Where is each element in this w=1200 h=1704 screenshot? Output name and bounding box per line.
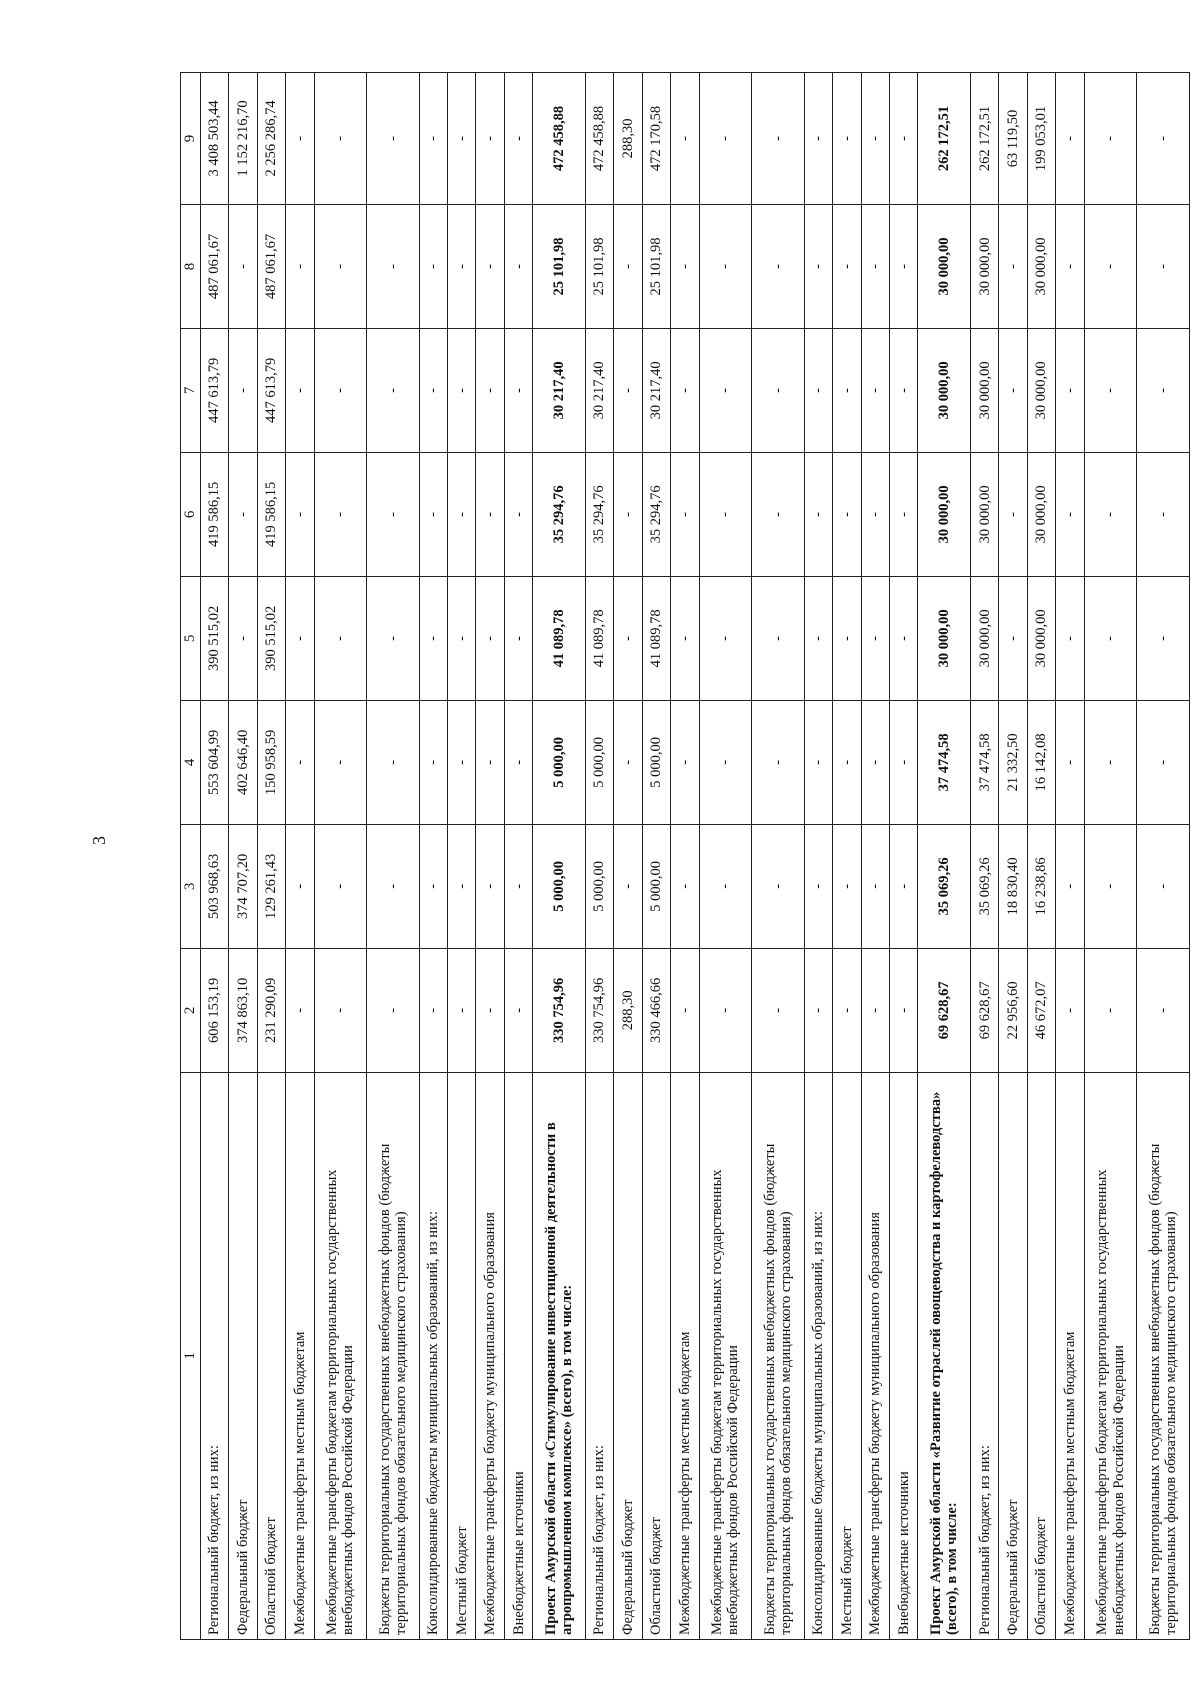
table-row (286, 73, 314, 1640)
table-row (1056, 73, 1084, 1640)
row-label: Местный бюджет (448, 1072, 476, 1639)
value-cell: - (476, 452, 504, 576)
value-cell: - (419, 824, 447, 948)
value-cell: - (999, 204, 1027, 328)
table-row (614, 73, 642, 1640)
value-cell: 1 152 216,70 (229, 73, 257, 205)
value-cell: - (752, 948, 804, 1072)
value-cell: 16 142,08 (1027, 700, 1055, 824)
value-cell: 41 089,78 (585, 576, 613, 700)
value-cell: - (419, 700, 447, 824)
value-cell: - (367, 452, 419, 576)
value-cell: - (699, 204, 751, 328)
row-label: Проект Амурской области «Стимулирование инвестиционной деятельности в агропромышленном комплексе» (всего), в том числе: (533, 1072, 585, 1639)
value-cell: - (999, 328, 1027, 452)
value-cell: - (861, 824, 889, 948)
value-cell: - (476, 328, 504, 452)
value-cell: - (833, 328, 861, 452)
value-cell: 25 101,98 (642, 204, 670, 328)
value-cell: 21 332,50 (999, 700, 1027, 824)
value-cell: - (476, 824, 504, 948)
table-row (200, 73, 228, 1640)
value-cell: - (752, 328, 804, 452)
table-row (1027, 73, 1055, 1640)
value-cell: 37 474,58 (970, 700, 998, 824)
value-cell: 30 000,00 (1027, 576, 1055, 700)
value-cell: - (1137, 328, 1190, 452)
row-label: Консолидированные бюджеты муниципальных образований, из них: (804, 1072, 832, 1639)
value-cell: - (476, 73, 504, 205)
value-cell: - (752, 73, 804, 205)
value-cell: - (833, 204, 861, 328)
page-number: 3 (89, 836, 109, 845)
value-cell: - (367, 73, 419, 205)
value-cell: - (861, 328, 889, 452)
value-cell: - (1056, 576, 1084, 700)
column-header: 5 (181, 576, 201, 700)
value-cell: - (448, 452, 476, 576)
value-cell: 262 172,51 (918, 73, 970, 205)
value-cell: - (1084, 73, 1136, 205)
row-label: Межбюджетные трансферты местным бюджетам (286, 1072, 314, 1639)
table-row (419, 73, 447, 1640)
value-cell: - (314, 452, 366, 576)
value-cell: - (671, 204, 699, 328)
value-cell: - (229, 204, 257, 328)
value-cell: - (1137, 576, 1190, 700)
value-cell: 503 968,63 (200, 824, 228, 948)
value-cell: - (752, 824, 804, 948)
column-header: 6 (181, 452, 201, 576)
value-cell: - (1056, 824, 1084, 948)
row-label: Внебюджетные источники (890, 1072, 918, 1639)
value-cell: - (286, 576, 314, 700)
value-cell: 5 000,00 (642, 824, 670, 948)
value-cell: - (699, 700, 751, 824)
value-cell: - (1084, 576, 1136, 700)
table-row-section (533, 73, 585, 1640)
value-cell: - (671, 452, 699, 576)
value-cell: - (833, 824, 861, 948)
value-cell: 472 458,88 (585, 73, 613, 205)
table-row (314, 73, 366, 1640)
table-row (890, 73, 918, 1640)
value-cell: - (504, 700, 532, 824)
value-cell: 22 956,60 (999, 948, 1027, 1072)
value-cell: - (1137, 452, 1190, 576)
value-cell: - (699, 328, 751, 452)
row-label: Межбюджетные трансферты местным бюджетам (1056, 1072, 1084, 1639)
value-cell: - (286, 328, 314, 452)
value-cell: - (614, 452, 642, 576)
value-cell: - (448, 700, 476, 824)
value-cell: 3 408 503,44 (200, 73, 228, 205)
value-cell: 35 294,76 (533, 452, 585, 576)
value-cell: - (504, 328, 532, 452)
row-label: Бюджеты территориальных государственных внебюджетных фондов (бюджеты территориальных фондов обязательного медицинского страхования) (1137, 1072, 1190, 1639)
value-cell: 374 707,20 (229, 824, 257, 948)
value-cell: 46 672,07 (1027, 948, 1055, 1072)
value-cell: 150 958,59 (257, 700, 285, 824)
value-cell: - (890, 452, 918, 576)
value-cell: - (367, 948, 419, 1072)
value-cell: 374 863,10 (229, 948, 257, 1072)
value-cell: - (804, 328, 832, 452)
value-cell: - (1084, 948, 1136, 1072)
value-cell: - (699, 452, 751, 576)
value-cell: - (314, 328, 366, 452)
value-cell: - (699, 73, 751, 205)
value-cell: - (614, 824, 642, 948)
value-cell: - (861, 204, 889, 328)
value-cell: - (367, 700, 419, 824)
value-cell: - (614, 700, 642, 824)
value-cell: - (804, 700, 832, 824)
value-cell: 69 628,67 (970, 948, 998, 1072)
value-cell: 18 830,40 (999, 824, 1027, 948)
column-header: 9 (181, 73, 201, 205)
table-row (833, 73, 861, 1640)
row-label: Межбюджетные трансферты бюджетам территориальных государственных внебюджетных фондов Российской Федерации (1084, 1072, 1136, 1639)
table-body (200, 73, 1189, 1640)
value-cell: - (999, 576, 1027, 700)
value-cell: 419 586,15 (257, 452, 285, 576)
value-cell: - (804, 452, 832, 576)
row-label: Местный бюджет (833, 1072, 861, 1639)
value-cell: - (286, 204, 314, 328)
row-label: Областной бюджет (257, 1072, 285, 1639)
value-cell: - (367, 576, 419, 700)
value-cell: - (614, 576, 642, 700)
value-cell: - (671, 948, 699, 1072)
value-cell: - (890, 700, 918, 824)
value-cell: - (1137, 73, 1190, 205)
row-label: Внебюджетные источники (504, 1072, 532, 1639)
value-cell: - (367, 204, 419, 328)
value-cell: 390 515,02 (257, 576, 285, 700)
value-cell: - (804, 948, 832, 1072)
value-cell: 129 261,43 (257, 824, 285, 948)
table-row-section (918, 73, 970, 1640)
value-cell: - (1084, 452, 1136, 576)
value-cell: - (1084, 700, 1136, 824)
value-cell: - (804, 73, 832, 205)
value-cell: - (1056, 700, 1084, 824)
value-cell: - (671, 700, 699, 824)
value-cell: - (419, 452, 447, 576)
value-cell: - (229, 328, 257, 452)
value-cell: - (286, 700, 314, 824)
value-cell: 30 000,00 (918, 452, 970, 576)
value-cell: - (1056, 328, 1084, 452)
value-cell: 25 101,98 (585, 204, 613, 328)
table-header-row (181, 73, 201, 1640)
value-cell: 30 217,40 (585, 328, 613, 452)
value-cell: - (890, 824, 918, 948)
value-cell: - (419, 576, 447, 700)
value-cell: 25 101,98 (533, 204, 585, 328)
row-label: Федеральный бюджет (999, 1072, 1027, 1639)
value-cell: - (448, 824, 476, 948)
value-cell: 447 613,79 (257, 328, 285, 452)
table-row (970, 73, 998, 1640)
column-header: 7 (181, 328, 201, 452)
value-cell: 5 000,00 (533, 824, 585, 948)
value-cell: 2 256 286,74 (257, 73, 285, 205)
value-cell: - (504, 948, 532, 1072)
value-cell: 63 119,50 (999, 73, 1027, 205)
value-cell: - (614, 328, 642, 452)
value-cell: - (286, 948, 314, 1072)
value-cell: - (504, 204, 532, 328)
value-cell: 390 515,02 (200, 576, 228, 700)
value-cell: - (699, 948, 751, 1072)
value-cell: - (833, 452, 861, 576)
value-cell: - (833, 948, 861, 1072)
value-cell: - (286, 824, 314, 948)
value-cell: 30 000,00 (970, 576, 998, 700)
value-cell: - (419, 328, 447, 452)
value-cell: - (752, 452, 804, 576)
value-cell: 5 000,00 (642, 700, 670, 824)
value-cell: 69 628,67 (918, 948, 970, 1072)
value-cell: 262 172,51 (970, 73, 998, 205)
table-row (1084, 73, 1136, 1640)
row-label: Межбюджетные трансферты бюджетам территориальных государственных внебюджетных фондов Российской Федерации (314, 1072, 366, 1639)
value-cell: 5 000,00 (585, 824, 613, 948)
table-row (476, 73, 504, 1640)
value-cell: 30 000,00 (918, 576, 970, 700)
value-cell: 30 000,00 (918, 328, 970, 452)
value-cell: - (890, 576, 918, 700)
value-cell: - (1137, 204, 1190, 328)
value-cell: 472 170,58 (642, 73, 670, 205)
value-cell: - (314, 824, 366, 948)
value-cell: 35 069,26 (918, 824, 970, 948)
value-cell: - (804, 204, 832, 328)
row-label: Межбюджетные трансферты бюджету муниципального образования (476, 1072, 504, 1639)
value-cell: - (833, 576, 861, 700)
row-label: Федеральный бюджет (229, 1072, 257, 1639)
value-cell: - (229, 452, 257, 576)
row-label: Межбюджетные трансферты бюджету муниципального образования (861, 1072, 889, 1639)
value-cell: - (833, 700, 861, 824)
value-cell: 30 217,40 (533, 328, 585, 452)
value-cell: - (476, 204, 504, 328)
value-cell: - (804, 824, 832, 948)
value-cell: 35 294,76 (585, 452, 613, 576)
value-cell: - (614, 204, 642, 328)
value-cell: - (476, 948, 504, 1072)
budget-table-container (180, 72, 1190, 1640)
budget-table (180, 72, 1190, 1640)
table-row (861, 73, 889, 1640)
value-cell: - (504, 452, 532, 576)
value-cell: - (1056, 204, 1084, 328)
value-cell: - (804, 576, 832, 700)
value-cell: - (476, 700, 504, 824)
table-row (752, 73, 804, 1640)
row-label: Консолидированные бюджеты муниципальных образований, из них: (419, 1072, 447, 1639)
value-cell: - (890, 73, 918, 205)
value-cell: - (671, 328, 699, 452)
value-cell: - (861, 73, 889, 205)
value-cell: - (890, 204, 918, 328)
value-cell: - (671, 824, 699, 948)
value-cell: 5 000,00 (585, 700, 613, 824)
row-label: Региональный бюджет, из них: (585, 1072, 613, 1639)
value-cell: - (861, 452, 889, 576)
value-cell: 41 089,78 (642, 576, 670, 700)
value-cell: - (448, 73, 476, 205)
value-cell: - (1137, 700, 1190, 824)
value-cell: 231 290,09 (257, 948, 285, 1072)
column-header: 2 (181, 948, 201, 1072)
value-cell: - (890, 328, 918, 452)
row-label: Проект Амурской области «Развитие отраслей овощеводства и картофелеводства» (всего), в том числе: (918, 1072, 970, 1639)
column-header: 4 (181, 700, 201, 824)
value-cell: - (286, 452, 314, 576)
value-cell: - (504, 73, 532, 205)
value-cell: 30 000,00 (1027, 452, 1055, 576)
row-label: Бюджеты территориальных государственных внебюджетных фондов (бюджеты территориальных фондов обязательного медицинского страхования) (752, 1072, 804, 1639)
table-row (504, 73, 532, 1640)
value-cell: - (286, 73, 314, 205)
value-cell: - (367, 328, 419, 452)
value-cell: - (1056, 948, 1084, 1072)
value-cell: 16 238,86 (1027, 824, 1055, 948)
value-cell: 330 754,96 (585, 948, 613, 1072)
value-cell: - (314, 700, 366, 824)
value-cell: - (1084, 824, 1136, 948)
row-label: Региональный бюджет, из них: (970, 1072, 998, 1639)
value-cell: - (419, 204, 447, 328)
value-cell: 30 000,00 (970, 204, 998, 328)
value-cell: - (448, 328, 476, 452)
table-row (448, 73, 476, 1640)
value-cell: - (1137, 824, 1190, 948)
table-row (642, 73, 670, 1640)
value-cell: - (861, 576, 889, 700)
value-cell: - (699, 576, 751, 700)
value-cell: - (367, 824, 419, 948)
column-header: 3 (181, 824, 201, 948)
value-cell: - (1056, 73, 1084, 205)
value-cell: - (1056, 452, 1084, 576)
table-row (585, 73, 613, 1640)
value-cell: - (1084, 204, 1136, 328)
value-cell: 606 153,19 (200, 948, 228, 1072)
column-header: 8 (181, 204, 201, 328)
value-cell: 288,30 (614, 73, 642, 205)
value-cell: 35 294,76 (642, 452, 670, 576)
value-cell: - (1137, 948, 1190, 1072)
value-cell: 30 217,40 (642, 328, 670, 452)
value-cell: - (476, 576, 504, 700)
table-row (699, 73, 751, 1640)
row-label: Межбюджетные трансферты местным бюджетам (671, 1072, 699, 1639)
value-cell: - (314, 948, 366, 1072)
value-cell: - (833, 73, 861, 205)
value-cell: - (448, 576, 476, 700)
value-cell: - (890, 948, 918, 1072)
value-cell: 330 466,66 (642, 948, 670, 1072)
table-row (367, 73, 419, 1640)
value-cell: - (448, 948, 476, 1072)
value-cell: - (861, 700, 889, 824)
row-label: Межбюджетные трансферты бюджетам территориальных государственных внебюджетных фондов Российской Федерации (699, 1072, 751, 1639)
value-cell: 30 000,00 (970, 452, 998, 576)
value-cell: 5 000,00 (533, 700, 585, 824)
value-cell: 35 069,26 (970, 824, 998, 948)
value-cell: - (229, 576, 257, 700)
value-cell: - (999, 452, 1027, 576)
table-row (1137, 73, 1190, 1640)
value-cell: 553 604,99 (200, 700, 228, 824)
value-cell: - (1084, 328, 1136, 452)
row-label: Региональный бюджет, из них: (200, 1072, 228, 1639)
table-row (999, 73, 1027, 1640)
value-cell: 199 053,01 (1027, 73, 1055, 205)
value-cell: - (314, 73, 366, 205)
value-cell: 419 586,15 (200, 452, 228, 576)
value-cell: 41 089,78 (533, 576, 585, 700)
value-cell: 487 061,67 (200, 204, 228, 328)
value-cell: - (419, 948, 447, 1072)
value-cell: - (752, 204, 804, 328)
table-row (257, 73, 285, 1640)
value-cell: - (504, 824, 532, 948)
value-cell: 447 613,79 (200, 328, 228, 452)
row-label: Федеральный бюджет (614, 1072, 642, 1639)
value-cell: 472 458,88 (533, 73, 585, 205)
value-cell: 30 000,00 (970, 328, 998, 452)
value-cell: - (752, 700, 804, 824)
column-header: 1 (181, 1072, 201, 1639)
value-cell: - (861, 948, 889, 1072)
row-label: Областной бюджет (642, 1072, 670, 1639)
value-cell: - (671, 576, 699, 700)
row-label: Бюджеты территориальных государственных внебюджетных фондов (бюджеты территориальных фондов обязательного медицинского страхования) (367, 1072, 419, 1639)
value-cell: - (699, 824, 751, 948)
value-cell: - (504, 576, 532, 700)
value-cell: 487 061,67 (257, 204, 285, 328)
row-label: Областной бюджет (1027, 1072, 1055, 1639)
value-cell: - (671, 73, 699, 205)
value-cell: 30 000,00 (918, 204, 970, 328)
table-row (804, 73, 832, 1640)
value-cell: 288,30 (614, 948, 642, 1072)
value-cell: 402 646,40 (229, 700, 257, 824)
value-cell: 30 000,00 (1027, 328, 1055, 452)
value-cell: - (314, 204, 366, 328)
table-row (671, 73, 699, 1640)
value-cell: 330 754,96 (533, 948, 585, 1072)
table-row (229, 73, 257, 1640)
value-cell: - (448, 204, 476, 328)
value-cell: - (314, 576, 366, 700)
value-cell: - (419, 73, 447, 205)
value-cell: 37 474,58 (918, 700, 970, 824)
value-cell: 30 000,00 (1027, 204, 1055, 328)
value-cell: - (752, 576, 804, 700)
